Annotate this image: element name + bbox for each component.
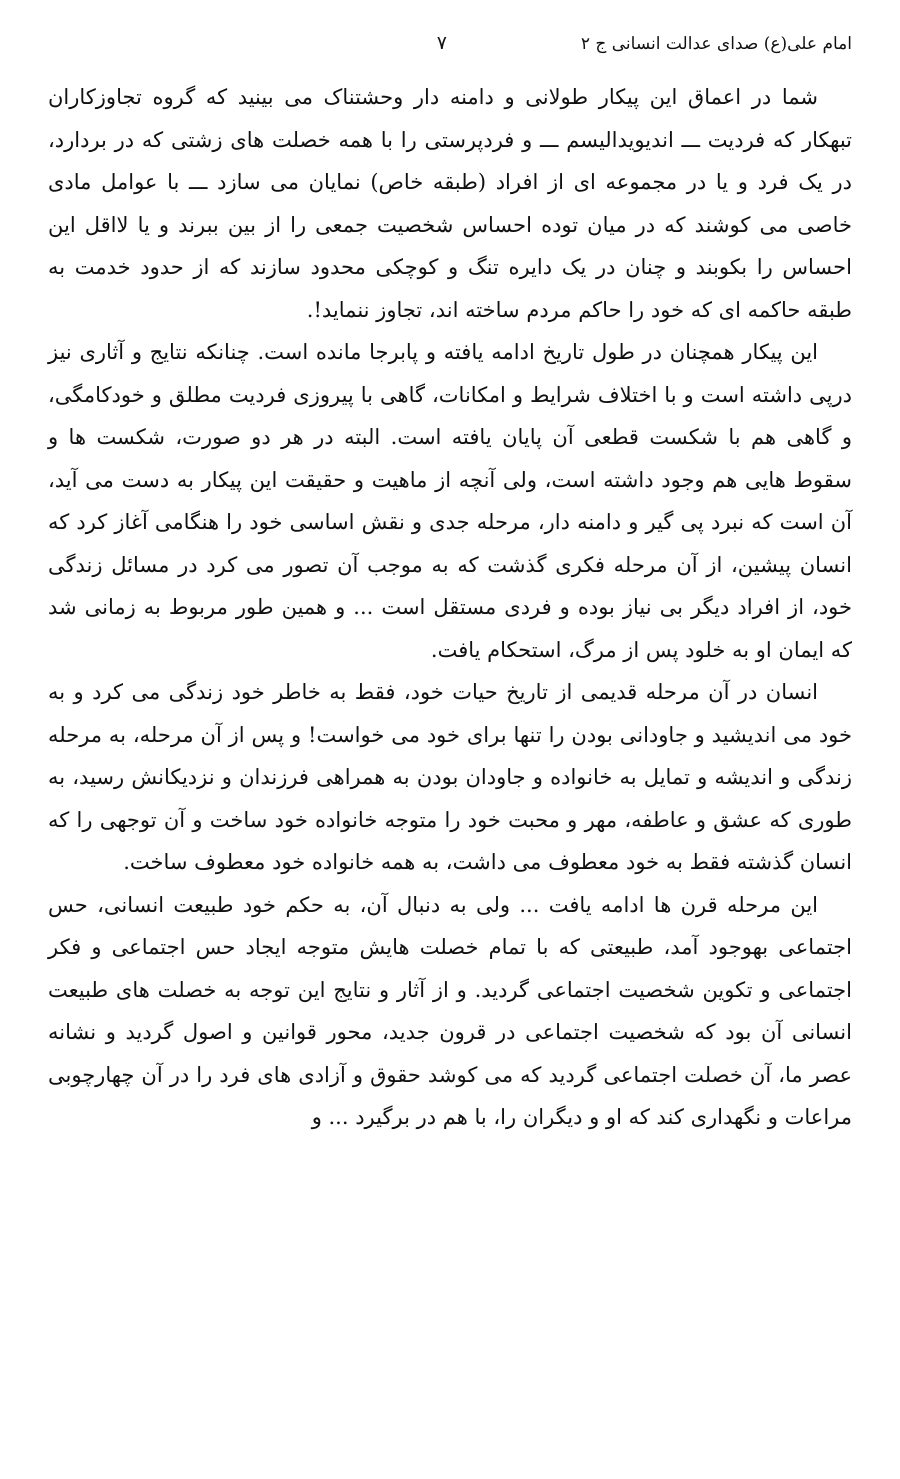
- body-text: [48, 76, 852, 1139]
- running-header: [48, 34, 852, 64]
- paragraph-4: این مرحله قرن ها ادامه یافت ... ولی به دنبال آن، به حکم خود طبیعت انسانی، حس اجتماعی بهوجود آمد، طبیعتی که با تمام خصلت هایش متوجه ایجاد حس اجتماعی و فکر اجتماعی و تکوین شخصیت اجتماعی گردید. و از آثار و نتایج این توجه به خصلت های طبیعت انسانی آن بود که شخصیت اجتماعی در قرون جدید، محور قوانین و اصول گردید و نشانه عصر ما، آن خصلت اجتماعی گردید که می کوشد حقوق و آزادی های فرد را در آن چهارچوبی مراعات و نگهداری کند که او و دیگران را، با هم در برگیرد ... و: [48, 892, 852, 1129]
- book-title: امام علی(ع) صدای عدالت انسانی ج ۲: [580, 34, 852, 54]
- paragraph-2: این پیکار همچنان در طول تاریخ ادامه یافته و پابرجا مانده است. چنانکه نتایج و آثاری نیز درپی داشته است و با اختلاف شرایط و امکانات، گاهی با پیروزی فردیت مطلق و خودکامگی، و گاهی هم با شکست قطعی آن پایان یافته است. البته در هر دو صورت، شکست ها و سقوط هایی هم وجود داشته است، ولی آنچه از ماهیت و حقیقت این پیکار به دست می آید، آن است که نبرد پی گیر و دامنه دار، مرحله جدی و نقش اساسی خود را هنگامی آغاز کرد که انسان پیشین، از آن مرحله فکری گذشت که به موجب آن تصور می کرد در مسائل زندگی خود، از افراد دیگر بی نیاز بوده و فردی مستقل است ... و همین طور مربوط به زمانی شد که ایمان او به خلود پس از مرگ، استحکام یافت.: [48, 340, 852, 662]
- paragraph-1: شما در اعماق این پیکار طولانی و دامنه دار وحشتناک می بینید که گروه تجاوزکاران تبهکار که فردیت ـــ اندیویدالیسم ـــ و فردپرستی را با همه خصلت های زشتی که در بردارد، در یک فرد و یا در مجموعه ای از افراد (طبقه خاص) نمایان می سازد ـــ با عوامل مادی خاصی می کوشند که در میان توده احساس شخصیت جمعی را از بین ببرند و یا لااقل این احساس را بکوبند و چنان در یک دایره تنگ و کوچکی محدود سازند که از حدود خدمت به طبقه حاکمه ای که خود را حاکم مردم ساخته اند، تجاوز ننماید!.: [48, 85, 852, 322]
- paragraph-3: انسان در آن مرحله قدیمی از تاریخ حیات خود، فقط به خاطر خود زندگی می کرد و به خود می اندیشید و جاودانی بودن را تنها برای خود می خواست! و پس از آن مرحله، به مرحله زندگی و اندیشه و تمایل به خانواده و جاودان بودن به همراهی فرزندان و نزدیکانش رسید، به طوری که عشق و عاطفه، مهر و محبت خود را متوجه خانواده خود ساخت و آن توجهی را که انسان گذشته فقط به خود معطوف می داشت، به همه خانواده خود معطوف ساخت.: [48, 680, 852, 874]
- page-number: ۷: [436, 32, 447, 54]
